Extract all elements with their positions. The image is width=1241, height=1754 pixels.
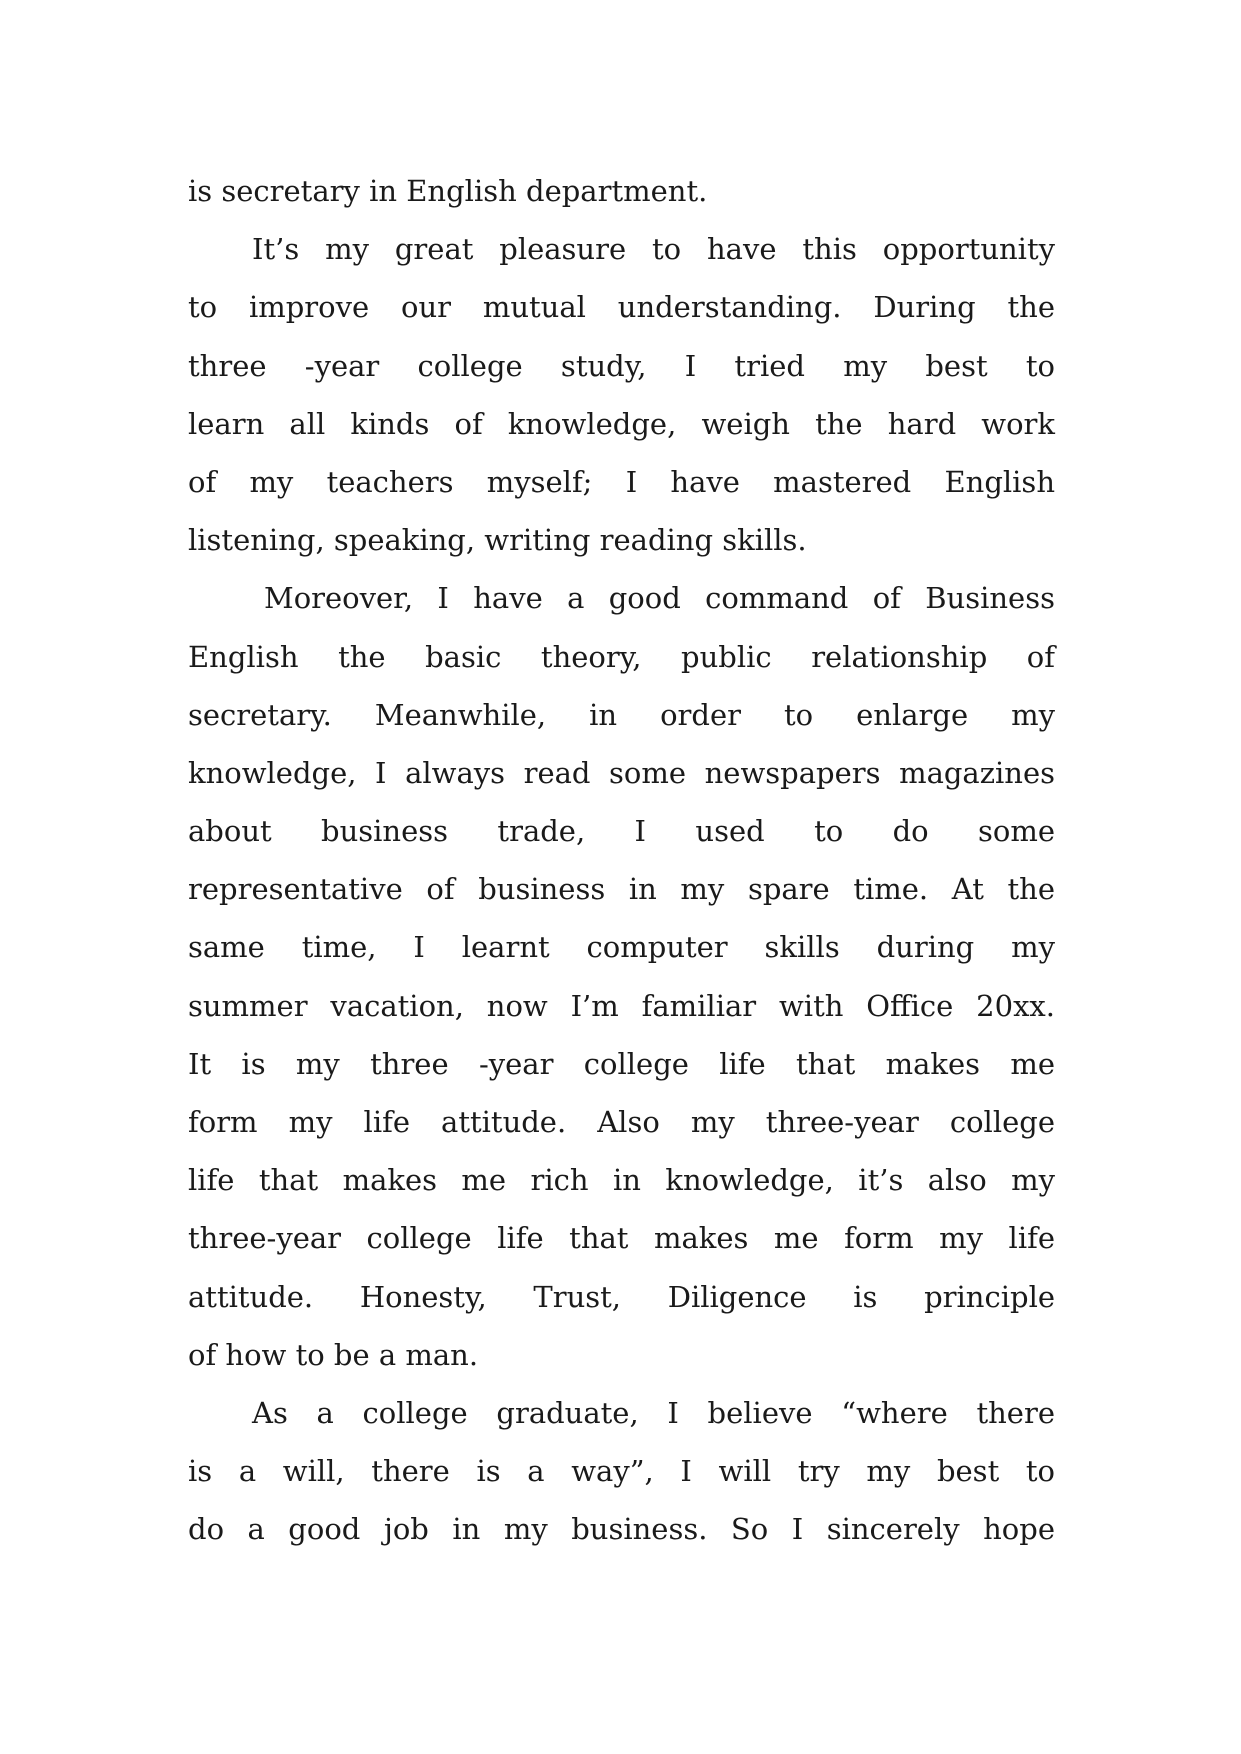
text-line: three -year college study, I tried my best to	[188, 348, 1055, 383]
text-line: learn all kinds of knowledge, weigh the hard work	[188, 406, 1055, 441]
text-line: English the basic theory, public relationship of	[188, 639, 1055, 674]
document-body	[188, 162, 1055, 1559]
paragraph-start-line: It’s my great pleasure to have this opportunity	[252, 232, 1055, 267]
text-line: of my teachers myself; I have mastered English	[188, 464, 1055, 499]
text-line: representative of business in my spare time. At the	[188, 872, 1055, 907]
text-line: do a good job in my business. So I sincerely hope	[188, 1512, 1055, 1547]
text-line: to improve our mutual understanding. During the	[188, 290, 1055, 325]
text-line: It is my three -year college life that makes me	[188, 1046, 1055, 1081]
text-line: is secretary in English department.	[188, 174, 708, 208]
paragraph-start-line: As a college graduate, I believe “where there	[252, 1395, 1055, 1430]
text-line: attitude. Honesty, Trust, Diligence is principle	[188, 1279, 1055, 1314]
text-line: same time, I learnt computer skills during my	[188, 930, 1055, 965]
text-line: about business trade, I used to do some	[188, 814, 1055, 849]
text-line: of how to be a man.	[188, 1337, 479, 1372]
text-line: life that makes me rich in knowledge, it’s also my	[188, 1163, 1055, 1198]
text-line: three-year college life that makes me form my life	[188, 1221, 1055, 1256]
text-line: secretary. Meanwhile, in order to enlarge my	[188, 697, 1055, 732]
paragraph-start-line: Moreover, I have a good command of Business	[264, 581, 1055, 616]
text-line: form my life attitude. Also my three-year college	[188, 1105, 1055, 1139]
text-line: knowledge, I always read some newspapers magazines	[188, 755, 1055, 790]
text-line: listening, speaking, writing reading skills.	[188, 523, 807, 558]
text-line: is a will, there is a way”, I will try my best to	[188, 1454, 1055, 1489]
text-line: summer vacation, now I’m familiar with Office 20xx.	[188, 988, 1055, 1023]
